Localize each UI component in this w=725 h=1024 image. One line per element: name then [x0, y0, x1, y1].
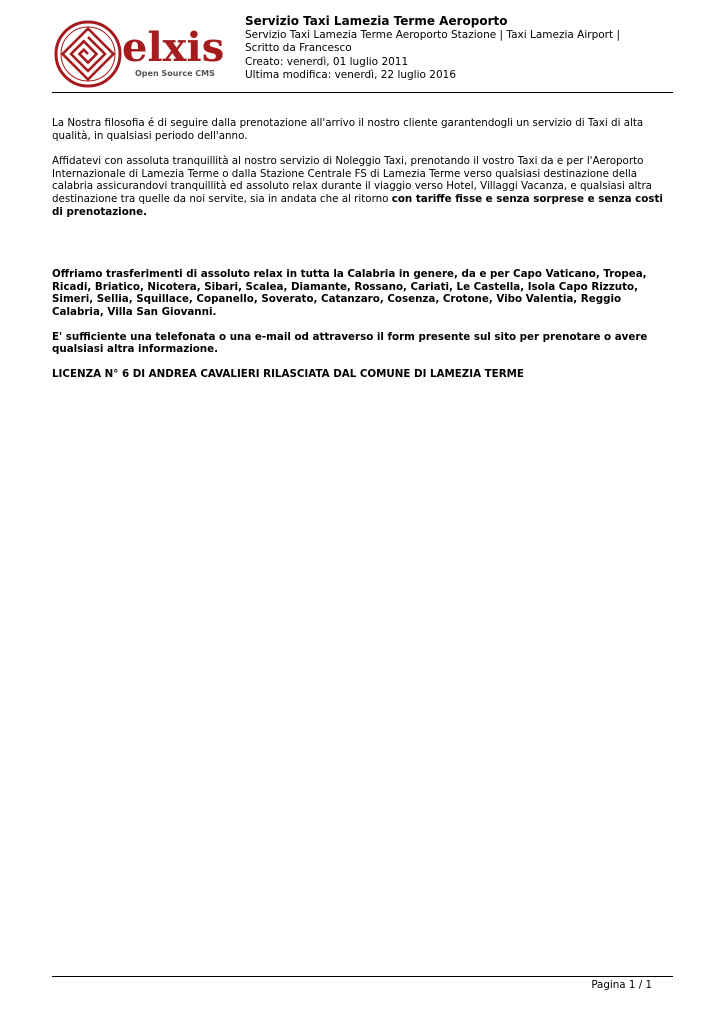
document-modified-date: Ultima modifica: venerdì, 22 luglio 2016	[245, 68, 456, 81]
paragraph-service-bold: con tariffe fisse e senza sorprese e senza costi di prenotazione.	[52, 192, 663, 218]
page-number: Pagina 1 / 1	[591, 979, 652, 991]
document-author: Scritto da Francesco	[245, 42, 352, 55]
paragraph-philosophy: La Nostra filosofia é di seguire dalla prenotazione all'arrivo il nostro cliente garantendogli un servizio di Taxi di alta qualità, in qualsiasi periodo dell'anno.	[52, 117, 644, 142]
paragraph-license: LICENZA N° 6 DI ANDREA CAVALIERI RILASCIATA DAL COMUNE DI LAMEZIA TERME	[52, 367, 524, 380]
labyrinth-icon	[56, 22, 120, 86]
paragraph-service-text: Affidatevi con assoluta tranquillità al nostro servizio di Noleggio Taxi, prenotando il vostro Taxi da e per l'Aeroporto Internazionale di Lamezia Terme o dalla Stazione Centrale FS di Lamezia Terme verso qualsiasi destinazione della calabria assicurandovi tranquillità ed assoluto relax durante il viaggio verso Hotel, Villaggi Vacanza, e qualsiasi altra destinazione tra quelle da noi servite, sia in andata che al ritorno	[52, 155, 652, 205]
paragraph-contact: E' sufficiente una telefonata o una e-mail od attraverso il form presente sul sito per prenotare o avere qualsiasi altra informazione.	[52, 330, 648, 356]
paragraph-service	[52, 155, 674, 218]
elxis-logo	[52, 16, 232, 92]
document-header	[245, 15, 685, 82]
elxis-logo-graphic	[52, 16, 232, 92]
logo-wordmark: elxis	[122, 24, 225, 71]
header-divider	[52, 92, 673, 93]
document-body	[52, 117, 674, 380]
document-created-date: Creato: venerdì, 01 luglio 2011	[245, 55, 409, 68]
footer-divider	[52, 976, 673, 977]
paragraph-transfers: Offriamo trasferimenti di assoluto relax in tutta la Calabria in genere, da e per Capo Vaticano, Tropea, Ricadi, Briatico, Nicotera, Sibari, Scalea, Diamante, Rossano, Cariati, Le Castella, Isola Capo Rizzuto, Simeri, Sellia, Squillace, Copanello, Soverato, Catanzaro, Cosenza, Crotone, Vibo Valentia, Reggio Calabria, Villa San Giovanni.	[52, 268, 647, 318]
document-subtitle: Servizio Taxi Lamezia Terme Aeroporto Stazione | Taxi Lamezia Airport |	[245, 29, 620, 42]
document-title: Servizio Taxi Lamezia Terme Aeroporto	[245, 14, 508, 28]
logo-tagline: Open Source CMS	[135, 69, 215, 78]
